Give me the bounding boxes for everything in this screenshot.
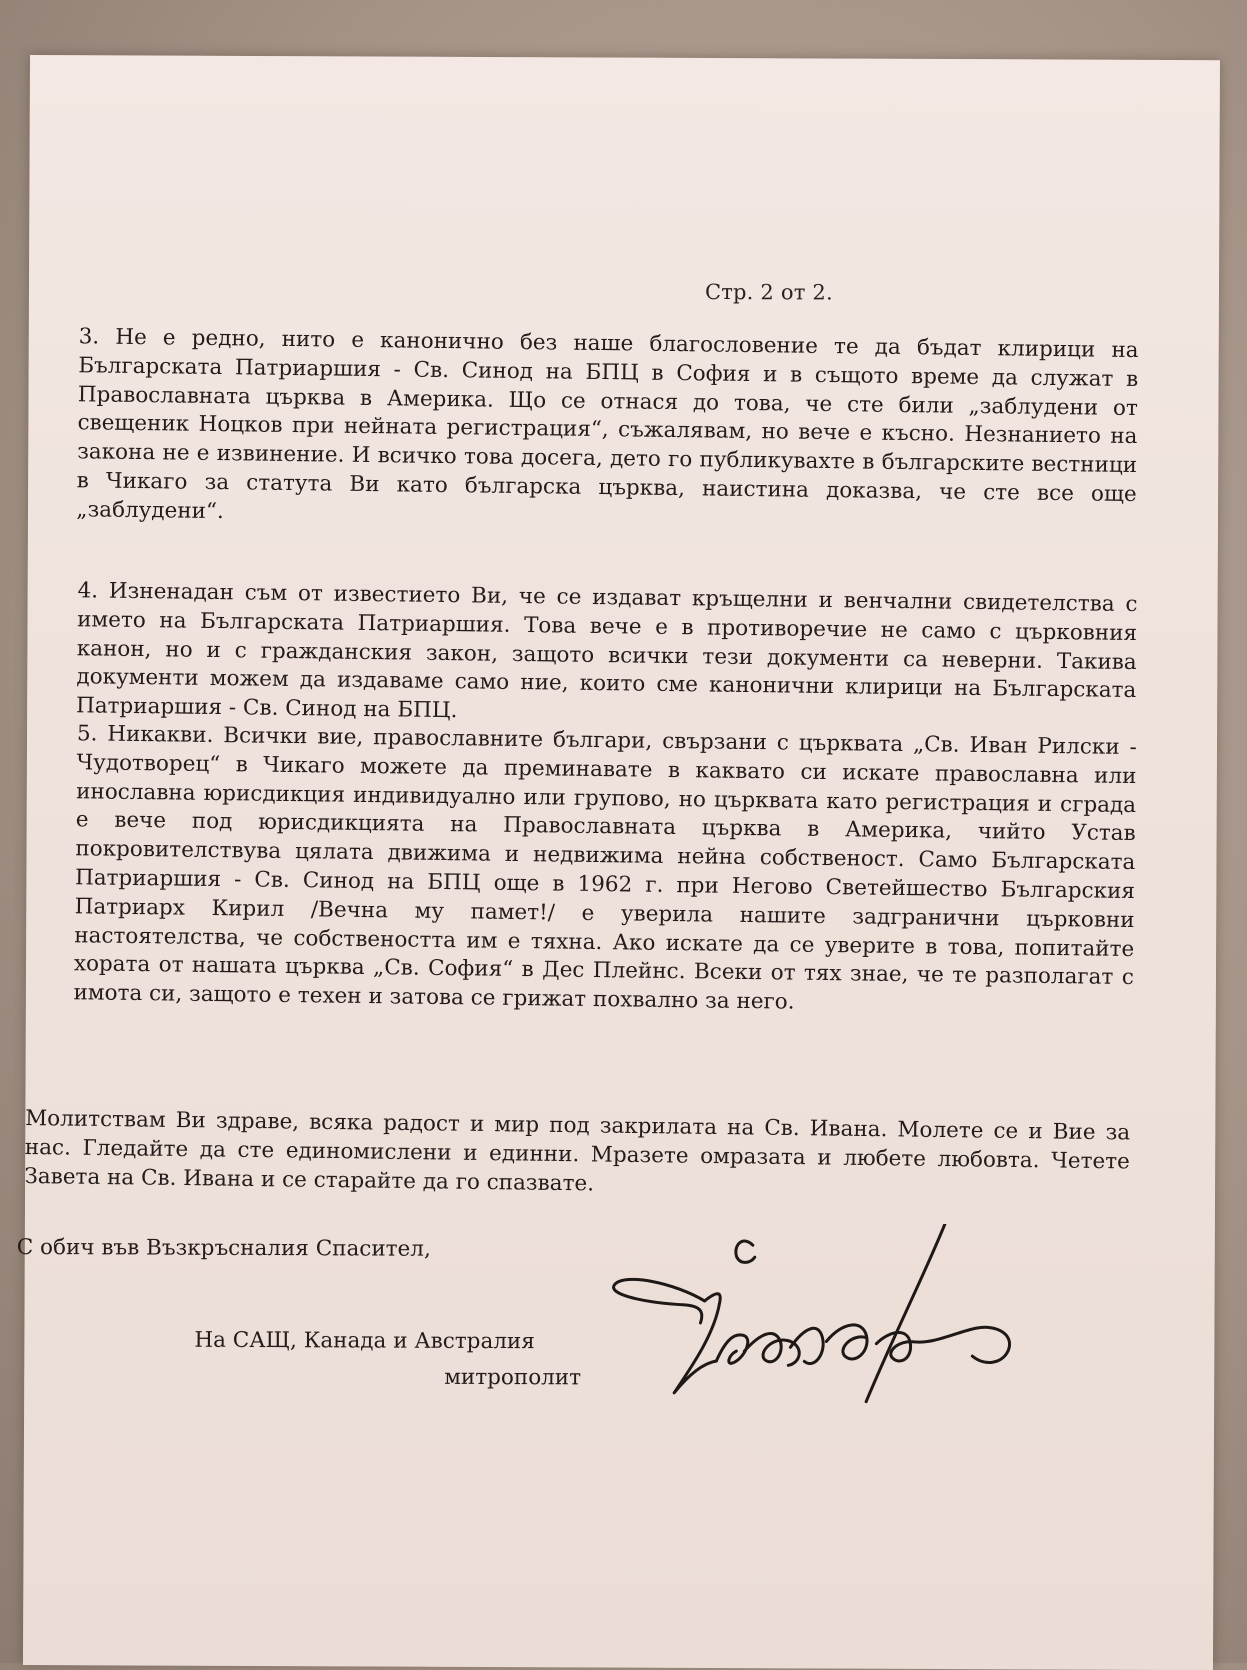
signatory-title: митрополит	[444, 1364, 582, 1391]
letter-page	[16, 55, 1220, 1670]
page-number: Стр. 2 от 2.	[704, 279, 833, 305]
closing-line: С обич във Възкръсналия Спасител,	[16, 1234, 431, 1262]
blessing-paragraph: Молитствам Ви здраве, всяка радост и мир под закрилата на Св. Ивана. Молете се и Вие за нас. Гледайте да сте единомислени и единни. Мразете омразата и любете любовта. Четете Завета на Св. Ивана и се старайте да го спазвате.	[24, 1105, 1131, 1197]
signatory-region: На САЩ, Канада и Австралия	[194, 1327, 535, 1355]
paragraph-4: 4. Изненадан съм от известието Ви, че се издават кръщелни и венчални свидетелства с името на Българската Патриаршия. Това вече е в противоречие не само с църковния канон, но и с гражданския закон, защото всички тези документи са неверни. Такива документи можем да издаваме само ние, които сме канонични клирици на Българската Патриаршия - Св. Синод на БПЦ.	[75, 578, 1138, 724]
paragraph-3: 3. Не е редно, нито е канонично без наше благословение те да бъдат клирици на Българската Патриаршия - Св. Синод на БПЦ в София и в същото време да служат в Православната църква в Америка. Що се отнася до това, че сте били „заблудени от свещеник Ноцков при нейната регистрация“, съжалявам, но вече е късно. Незнанието на закона не е извинение. И всичко това досега, дето го публикувахте в българските вестници в Чикаго за статута Ви като българска църква, наистина доказва, че сте все още „заблудени“.	[76, 324, 1139, 524]
handwritten-signature	[604, 1223, 1035, 1425]
paragraph-5: 5. Никакви. Всички вие, православните българи, свързани с църквата „Св. Иван Рилски - Чудотворец“ в Чикаго можете да преминавате в каквато си искате православна или инославна юрисдикция индивидуално или групово, но църквата като регистрация и сграда е вече под юрисдикцията на Православната църква в Америка, чийто Устав покровителствува цялата движима и недвижима нейна собственост. Само Българската Патриаршия - Св. Синод на БПЦ още в 1962 г. при Негово Светейшество Българския Патриарх Кирил /Вечна му памет!/ е уверила нашите задгранични църковни настоятелства, че собствеността им е тяхна. Ако искате да се уверите в това, попитайте хората от нашата църква „Св. София“ в Дес Плейнс. Всеки от тях знае, че те разполагат с имота си, защото е техен и затова се грижат похвално за него.	[73, 721, 1137, 1015]
